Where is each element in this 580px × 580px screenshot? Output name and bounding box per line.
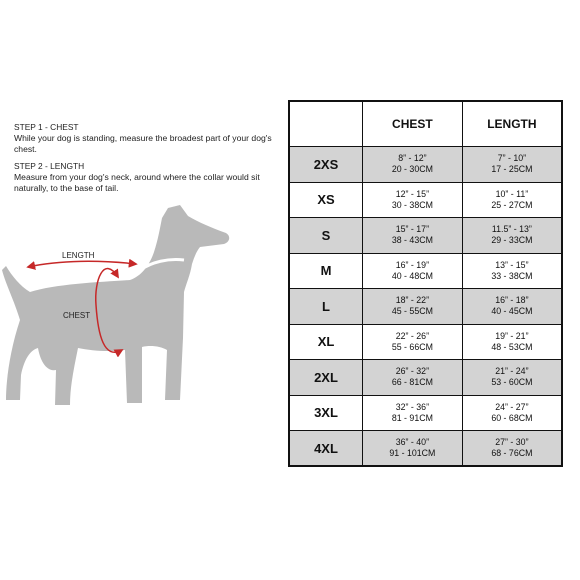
chest-cm: 66 - 81CM [391,377,433,388]
header-length: LENGTH [462,101,562,147]
length-cm: 68 - 76CM [491,448,533,458]
chest-inches: 16” - 19” [395,259,429,270]
step2-title: STEP 2 - LENGTH [14,160,85,171]
length-cm: 40 - 45CM [491,306,533,317]
chest-cell [363,182,463,218]
chest-cm: 20 - 30CM [391,164,433,175]
size-cell: XS [289,182,363,218]
size-chart-table [288,100,563,467]
length-cm: 25 - 27CM [491,199,533,210]
chest-cm: 38 - 43CM [391,235,433,246]
length-inches: 7” - 10” [497,153,527,164]
chest-inches: 26” - 32” [395,366,429,377]
header-corner-cell [289,101,363,147]
length-cell [462,218,562,254]
chest-cm: 45 - 55CM [391,306,433,317]
dog-body-shape [2,205,229,405]
step1-title: STEP 1 - CHEST [14,122,79,132]
dog-measurement-diagram [0,200,250,415]
length-cm: 60 - 68CM [491,412,533,423]
length-inches: 27” - 30” [495,437,529,447]
size-cell: 2XS [289,147,363,183]
chest-inches: 12” - 15” [395,188,429,199]
length-inches: 16” - 18” [495,295,529,306]
length-inches: 19” - 21” [495,330,529,341]
chest-cm: 55 - 66CM [391,341,433,352]
table-row [289,182,562,218]
table-row [289,395,562,431]
length-inches: 10” - 11” [495,188,529,199]
step2-text: Measure from your dog's neck, around where the collar would sit naturally, to the base of tail. [14,171,260,194]
chest-inches: 22” - 26” [395,330,429,341]
chest-inches: 32” - 36” [395,401,429,412]
step1-text: While your dog is standing, measure the broadest part of your dog's chest. [14,133,272,155]
length-cell [462,289,562,325]
length-inches: 13” - 15” [495,259,529,270]
table-row [289,324,562,360]
chest-inches: 36” - 40” [395,437,429,447]
table-row [289,360,562,396]
size-cell: L [289,289,363,325]
chest-cell [363,360,463,396]
chest-inches: 18” - 22” [395,295,429,306]
chest-cell [363,218,463,254]
size-cell: 2XL [289,360,363,396]
table-row [289,147,562,183]
chest-cell [363,289,463,325]
chest-cell [363,147,463,183]
chest-cm: 30 - 38CM [391,199,433,210]
chest-label: CHEST [63,311,91,320]
size-cell: 4XL [289,431,363,467]
size-cell: S [289,218,363,254]
dog-silhouette-illustration [0,200,250,415]
length-inches: 21” - 24” [495,366,529,377]
header-chest: CHEST [363,101,463,147]
length-cm: 33 - 38CM [491,270,533,281]
length-cell [462,253,562,289]
length-cell [462,324,562,360]
measuring-instructions [14,122,274,199]
chest-cm: 81 - 91CM [391,412,433,423]
length-cm: 53 - 60CM [491,377,533,388]
chest-cell [363,431,463,467]
length-inches: 11.5” - 13” [491,224,532,235]
size-cell: M [289,253,363,289]
length-cm: 29 - 33CM [491,235,533,246]
length-cell [462,395,562,431]
table-row [289,253,562,289]
table-row [289,218,562,254]
chest-cell [363,253,463,289]
chest-inches: 15” - 17” [395,224,429,235]
length-cell [462,360,562,396]
table-row [289,289,562,325]
length-arrow [28,261,136,267]
table-row [289,431,562,467]
table-header-row [289,101,562,147]
size-cell: XL [289,324,363,360]
length-cm: 17 - 25CM [491,164,533,175]
chest-cell [363,324,463,360]
length-label: LENGTH [62,251,95,260]
chest-cm: 40 - 48CM [391,270,433,281]
length-cm: 48 - 53CM [491,341,533,352]
length-cell [462,431,562,467]
chest-cm: 91 - 101CM [389,448,436,458]
chest-inches: 8” - 12” [398,153,427,164]
chest-cell [363,395,463,431]
length-cell [462,147,562,183]
length-inches: 24” - 27” [495,401,529,412]
length-cell [462,182,562,218]
size-cell: 3XL [289,395,363,431]
